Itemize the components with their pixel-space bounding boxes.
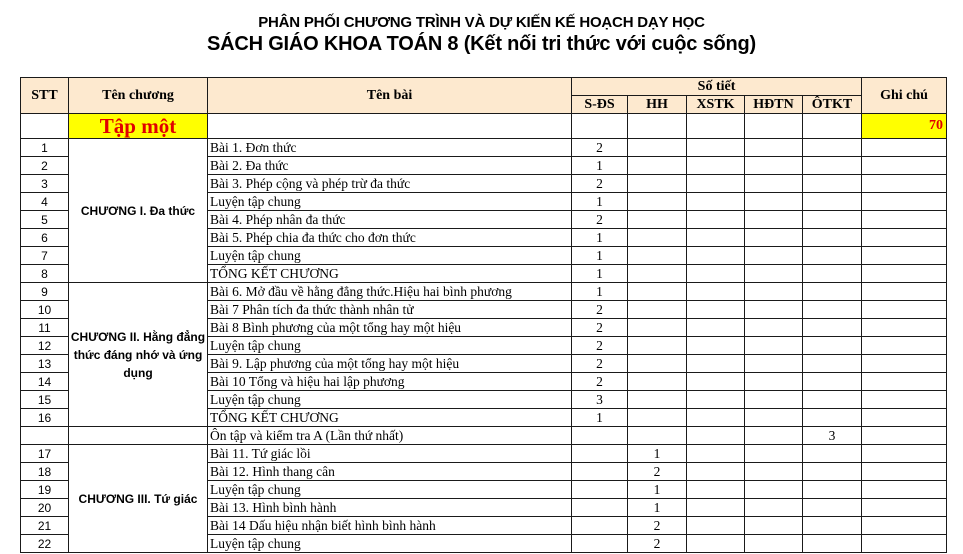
row-stt: 21 bbox=[21, 517, 69, 535]
row-hh bbox=[628, 229, 687, 247]
row-hdtn bbox=[745, 499, 803, 517]
row-xstk bbox=[687, 175, 745, 193]
row-otkt bbox=[803, 247, 862, 265]
row-hh bbox=[628, 337, 687, 355]
row-hh: 1 bbox=[628, 499, 687, 517]
volume-sds-cell bbox=[572, 114, 628, 139]
row-stt: 20 bbox=[21, 499, 69, 517]
row-stt: 9 bbox=[21, 283, 69, 301]
row-otkt bbox=[803, 139, 862, 157]
row-sds: 2 bbox=[572, 355, 628, 373]
row-lesson: TỔNG KẾT CHƯƠNG bbox=[208, 265, 572, 283]
chapter-name: CHƯƠNG II. Hằng đẳng thức đáng nhớ và ứng dụng bbox=[69, 283, 208, 427]
row-note bbox=[862, 265, 947, 283]
row-note bbox=[862, 355, 947, 373]
row-sds bbox=[572, 463, 628, 481]
row-stt: 12 bbox=[21, 337, 69, 355]
row-xstk bbox=[687, 499, 745, 517]
row-note bbox=[862, 157, 947, 175]
row-note bbox=[862, 499, 947, 517]
row-lesson: Bài 1. Đơn thức bbox=[208, 139, 572, 157]
header-sds: S-ĐS bbox=[572, 96, 628, 114]
volume-hh-cell bbox=[628, 114, 687, 139]
row-hdtn bbox=[745, 157, 803, 175]
row-stt: 8 bbox=[21, 265, 69, 283]
row-note bbox=[862, 211, 947, 229]
volume-label: Tập một bbox=[69, 114, 208, 139]
header-hh: HH bbox=[628, 96, 687, 114]
row-hh: 1 bbox=[628, 481, 687, 499]
document-title: PHÂN PHỐI CHƯƠNG TRÌNH VÀ DỰ KIẾN KẾ HOẠCH DẠY HỌC bbox=[258, 14, 705, 31]
row-hh bbox=[628, 157, 687, 175]
row-otkt bbox=[803, 157, 862, 175]
row-hdtn bbox=[745, 517, 803, 535]
row-hh bbox=[628, 355, 687, 373]
row-xstk bbox=[687, 517, 745, 535]
row-hdtn bbox=[745, 337, 803, 355]
row-lesson: Bài 5. Phép chia đa thức cho đơn thức bbox=[208, 229, 572, 247]
row-lesson: Ôn tập và kiểm tra A (Lần thứ nhất) bbox=[208, 427, 572, 445]
row-hdtn bbox=[745, 481, 803, 499]
row-sds: 2 bbox=[572, 139, 628, 157]
row-otkt bbox=[803, 337, 862, 355]
row-otkt bbox=[803, 517, 862, 535]
row-otkt bbox=[803, 193, 862, 211]
row-xstk bbox=[687, 409, 745, 427]
row-hh bbox=[628, 301, 687, 319]
row-hh bbox=[628, 139, 687, 157]
row-otkt bbox=[803, 391, 862, 409]
row-stt: 1 bbox=[21, 139, 69, 157]
row-hdtn bbox=[745, 229, 803, 247]
row-hh bbox=[628, 193, 687, 211]
row-lesson: Luyện tập chung bbox=[208, 337, 572, 355]
row-xstk bbox=[687, 463, 745, 481]
row-hh bbox=[628, 391, 687, 409]
row-lesson: Bài 9. Lập phương của một tổng hay một hiệu bbox=[208, 355, 572, 373]
row-stt: 18 bbox=[21, 463, 69, 481]
row-note bbox=[862, 445, 947, 463]
row-xstk bbox=[687, 229, 745, 247]
row-stt: 5 bbox=[21, 211, 69, 229]
row-xstk bbox=[687, 193, 745, 211]
row-xstk bbox=[687, 391, 745, 409]
row-sds: 1 bbox=[572, 247, 628, 265]
row-xstk bbox=[687, 373, 745, 391]
row-stt: 17 bbox=[21, 445, 69, 463]
row-otkt bbox=[803, 265, 862, 283]
row-otkt bbox=[803, 283, 862, 301]
row-hh bbox=[628, 283, 687, 301]
row-xstk bbox=[687, 139, 745, 157]
row-stt: 3 bbox=[21, 175, 69, 193]
row-note bbox=[862, 373, 947, 391]
row-hh: 2 bbox=[628, 517, 687, 535]
row-otkt bbox=[803, 463, 862, 481]
row-xstk bbox=[687, 535, 745, 553]
row-lesson: Bài 4. Phép nhân đa thức bbox=[208, 211, 572, 229]
row-lesson: TỔNG KẾT CHƯƠNG bbox=[208, 409, 572, 427]
header-periods: Số tiết bbox=[572, 78, 862, 96]
table-row bbox=[21, 445, 947, 463]
row-sds: 1 bbox=[572, 193, 628, 211]
header-xstk: XSTK bbox=[687, 96, 745, 114]
chapter-name: CHƯƠNG III. Tứ giác bbox=[69, 445, 208, 553]
row-xstk bbox=[687, 481, 745, 499]
header-note: Ghi chú bbox=[862, 78, 947, 114]
row-lesson: Luyện tập chung bbox=[208, 247, 572, 265]
row-stt bbox=[21, 427, 69, 445]
row-sds bbox=[572, 535, 628, 553]
row-note bbox=[862, 391, 947, 409]
row-lesson: Bài 10 Tổng và hiệu hai lập phương bbox=[208, 373, 572, 391]
row-lesson: Luyện tập chung bbox=[208, 391, 572, 409]
row-note bbox=[862, 427, 947, 445]
row-stt: 4 bbox=[21, 193, 69, 211]
row-stt: 7 bbox=[21, 247, 69, 265]
row-stt: 14 bbox=[21, 373, 69, 391]
row-sds: 2 bbox=[572, 211, 628, 229]
row-hdtn bbox=[745, 409, 803, 427]
row-hdtn bbox=[745, 391, 803, 409]
row-hdtn bbox=[745, 373, 803, 391]
row-sds: 1 bbox=[572, 157, 628, 175]
row-sds bbox=[572, 517, 628, 535]
row-hdtn bbox=[745, 427, 803, 445]
row-otkt bbox=[803, 211, 862, 229]
row-note bbox=[862, 409, 947, 427]
row-note bbox=[862, 139, 947, 157]
row-stt: 2 bbox=[21, 157, 69, 175]
row-xstk bbox=[687, 301, 745, 319]
row-sds: 2 bbox=[572, 319, 628, 337]
row-hdtn bbox=[745, 355, 803, 373]
volume-otkt-cell bbox=[803, 114, 862, 139]
header-lesson: Tên bài bbox=[208, 78, 572, 114]
row-sds: 2 bbox=[572, 337, 628, 355]
row-hdtn bbox=[745, 211, 803, 229]
row-lesson: Bài 8 Bình phương của một tổng hay một hiệu bbox=[208, 319, 572, 337]
volume-xstk-cell bbox=[687, 114, 745, 139]
row-hdtn bbox=[745, 319, 803, 337]
row-otkt bbox=[803, 535, 862, 553]
row-hh bbox=[628, 211, 687, 229]
row-hdtn bbox=[745, 247, 803, 265]
row-xstk bbox=[687, 445, 745, 463]
row-otkt bbox=[803, 499, 862, 517]
row-hh: 2 bbox=[628, 535, 687, 553]
curriculum-table bbox=[20, 77, 947, 553]
row-hh bbox=[628, 319, 687, 337]
row-hh bbox=[628, 409, 687, 427]
row-note bbox=[862, 301, 947, 319]
row-lesson: Bài 14 Dấu hiệu nhận biết hình bình hành bbox=[208, 517, 572, 535]
row-xstk bbox=[687, 211, 745, 229]
row-lesson: Luyện tập chung bbox=[208, 535, 572, 553]
row-sds: 1 bbox=[572, 283, 628, 301]
row-xstk bbox=[687, 319, 745, 337]
row-otkt bbox=[803, 301, 862, 319]
row-sds: 2 bbox=[572, 175, 628, 193]
row-sds bbox=[572, 481, 628, 499]
row-sds: 1 bbox=[572, 265, 628, 283]
row-sds: 2 bbox=[572, 373, 628, 391]
row-hdtn bbox=[745, 301, 803, 319]
row-hh: 2 bbox=[628, 463, 687, 481]
row-otkt bbox=[803, 373, 862, 391]
row-hh bbox=[628, 175, 687, 193]
row-xstk bbox=[687, 157, 745, 175]
row-hh bbox=[628, 373, 687, 391]
row-note bbox=[862, 463, 947, 481]
row-hdtn bbox=[745, 265, 803, 283]
row-lesson: Bài 7 Phân tích đa thức thành nhân tử bbox=[208, 301, 572, 319]
row-lesson: Luyện tập chung bbox=[208, 193, 572, 211]
row-sds bbox=[572, 499, 628, 517]
row-otkt bbox=[803, 355, 862, 373]
row-otkt bbox=[803, 175, 862, 193]
row-hdtn bbox=[745, 535, 803, 553]
row-sds: 1 bbox=[572, 409, 628, 427]
row-hdtn bbox=[745, 283, 803, 301]
volume-hdtn-cell bbox=[745, 114, 803, 139]
row-xstk bbox=[687, 427, 745, 445]
row-note bbox=[862, 247, 947, 265]
row-sds bbox=[572, 427, 628, 445]
row-hdtn bbox=[745, 445, 803, 463]
row-hh bbox=[628, 247, 687, 265]
row-xstk bbox=[687, 247, 745, 265]
row-xstk bbox=[687, 355, 745, 373]
row-note bbox=[862, 229, 947, 247]
row-hh bbox=[628, 427, 687, 445]
header-otkt: ÔTKT bbox=[803, 96, 862, 114]
row-xstk bbox=[687, 283, 745, 301]
row-stt: 19 bbox=[21, 481, 69, 499]
row-note bbox=[862, 535, 947, 553]
table-row bbox=[21, 427, 947, 445]
row-stt: 15 bbox=[21, 391, 69, 409]
chapter-empty-cell bbox=[69, 427, 208, 445]
row-note bbox=[862, 517, 947, 535]
volume-lesson-cell bbox=[208, 114, 572, 139]
header-stt: STT bbox=[21, 78, 69, 114]
table-row bbox=[21, 139, 947, 157]
row-note bbox=[862, 481, 947, 499]
header-hdtn: HĐTN bbox=[745, 96, 803, 114]
row-lesson: Bài 13. Hình bình hành bbox=[208, 499, 572, 517]
row-hdtn bbox=[745, 463, 803, 481]
row-xstk bbox=[687, 337, 745, 355]
row-note bbox=[862, 175, 947, 193]
row-lesson: Bài 2. Đa thức bbox=[208, 157, 572, 175]
row-otkt bbox=[803, 319, 862, 337]
row-hh bbox=[628, 265, 687, 283]
row-otkt bbox=[803, 481, 862, 499]
row-lesson: Bài 3. Phép cộng và phép trừ đa thức bbox=[208, 175, 572, 193]
row-lesson: Luyện tập chung bbox=[208, 481, 572, 499]
row-stt: 10 bbox=[21, 301, 69, 319]
row-otkt: 3 bbox=[803, 427, 862, 445]
row-stt: 11 bbox=[21, 319, 69, 337]
row-note bbox=[862, 337, 947, 355]
document-subtitle: SÁCH GIÁO KHOA TOÁN 8 (Kết nối tri thức với cuộc sống) bbox=[206, 33, 757, 55]
row-hdtn bbox=[745, 139, 803, 157]
row-otkt bbox=[803, 445, 862, 463]
row-lesson: Bài 6. Mở đầu về hằng đẳng thức.Hiệu hai bình phương bbox=[208, 283, 572, 301]
row-hh: 1 bbox=[628, 445, 687, 463]
row-lesson: Bài 11. Tứ giác lồi bbox=[208, 445, 572, 463]
row-stt: 13 bbox=[21, 355, 69, 373]
row-note bbox=[862, 283, 947, 301]
row-xstk bbox=[687, 265, 745, 283]
row-stt: 6 bbox=[21, 229, 69, 247]
row-hdtn bbox=[745, 193, 803, 211]
row-note bbox=[862, 193, 947, 211]
row-stt: 16 bbox=[21, 409, 69, 427]
row-sds bbox=[572, 445, 628, 463]
table-row bbox=[21, 283, 947, 301]
row-note bbox=[862, 319, 947, 337]
volume-total: 70 bbox=[862, 114, 947, 139]
header-chapter: Tên chương bbox=[69, 78, 208, 114]
row-lesson: Bài 12. Hình thang cân bbox=[208, 463, 572, 481]
row-hdtn bbox=[745, 175, 803, 193]
row-otkt bbox=[803, 409, 862, 427]
volume-stt-cell bbox=[21, 114, 69, 139]
chapter-name: CHƯƠNG I. Đa thức bbox=[69, 139, 208, 283]
row-sds: 1 bbox=[572, 229, 628, 247]
row-otkt bbox=[803, 229, 862, 247]
row-stt: 22 bbox=[21, 535, 69, 553]
row-sds: 3 bbox=[572, 391, 628, 409]
row-sds: 2 bbox=[572, 301, 628, 319]
